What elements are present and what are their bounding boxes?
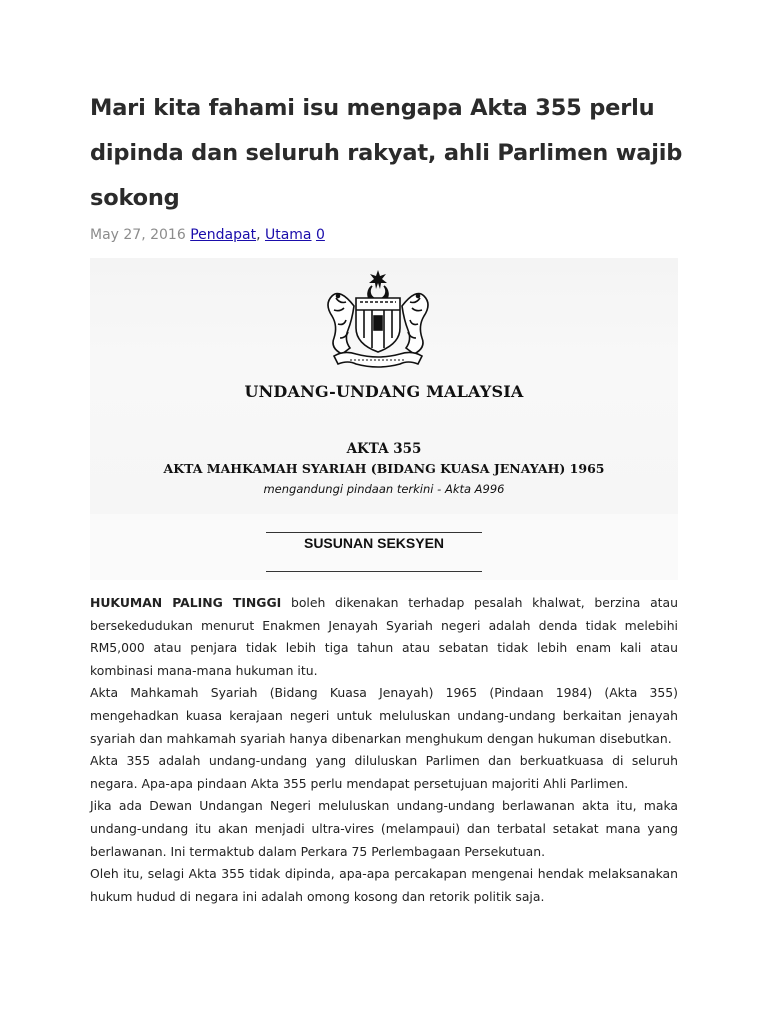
act-amendment-note: mengandungi pindaan terkini - Akta A996 bbox=[263, 482, 505, 496]
article-body bbox=[90, 592, 678, 908]
paragraph bbox=[90, 592, 678, 682]
paragraph: Jika ada Dewan Undangan Negeri meluluskan undang-undang berlawanan akta itu, maka undang-undang itu akan menjadi ultra-vires (melampaui) dan terbatal setakat mana yang berlawanan. Ini termaktub dalam Perkara 75 Perlembagaan Persekutuan. bbox=[90, 798, 678, 859]
divider-line bbox=[266, 532, 482, 533]
post-date: May 27, 2016 bbox=[90, 227, 186, 243]
paragraph: Akta 355 adalah undang-undang yang diluluskan Parlimen dan berkuatkuasa di seluruh negara. Apa-apa pindaan Akta 355 perlu mendapat persetujuan majoriti Ahli Parlimen. bbox=[90, 753, 678, 791]
malaysia-coat-of-arms-icon bbox=[314, 266, 442, 374]
contents-heading: SUSUNAN SEKSYEN bbox=[303, 535, 445, 551]
paragraph-text: boleh dikenakan terhadap pesalah khalwat, berzina atau bersekedudukan menurut Enakmen Jenayah Syariah negeri adalah denda tidak melebihi RM5,000 atau penjara tidak lebih tiga tahun atau sebatan tidak lebih enam kali atau kombinasi mana-mana hukuman itu. bbox=[90, 595, 678, 678]
category-link-pendapat[interactable]: Pendapat bbox=[190, 227, 257, 243]
comment-count-link[interactable]: 0 bbox=[315, 227, 325, 243]
paragraph-lead: HUKUMAN PALING TINGGI bbox=[90, 595, 282, 610]
article-title: Mari kita fahami isu mengapa Akta 355 perlu dipinda dan seluruh rakyat, ahli Parlimen wajib sokong bbox=[90, 95, 683, 211]
document-scan-image bbox=[90, 258, 678, 580]
category-link-utama[interactable]: Utama bbox=[264, 227, 312, 243]
act-number: AKTA 355 bbox=[346, 441, 422, 457]
paragraph: Akta Mahkamah Syariah (Bidang Kuasa Jenayah) 1965 (Pindaan 1984) (Akta 355) mengehadkan kuasa kerajaan negeri untuk meluluskan undang-undang berkaitan jenayah syariah dan mahkamah syariah hanya dibenarkan menghukum dengan hukuman disebutkan. bbox=[90, 685, 678, 746]
paragraph: Oleh itu, selagi Akta 355 tidak dipinda, apa-apa percakapan mengenai hendak melaksanakan hukum hudud di negara ini adalah omong kosong dan retorik politik saja. bbox=[90, 866, 678, 904]
article-meta bbox=[90, 227, 325, 243]
law-title: UNDANG-UNDANG MALAYSIA bbox=[244, 382, 524, 401]
act-name: AKTA MAHKAMAH SYARIAH (BIDANG KUASA JENAYAH) 1965 bbox=[163, 461, 605, 476]
divider-line bbox=[266, 571, 482, 572]
category-separator: , bbox=[256, 227, 261, 243]
